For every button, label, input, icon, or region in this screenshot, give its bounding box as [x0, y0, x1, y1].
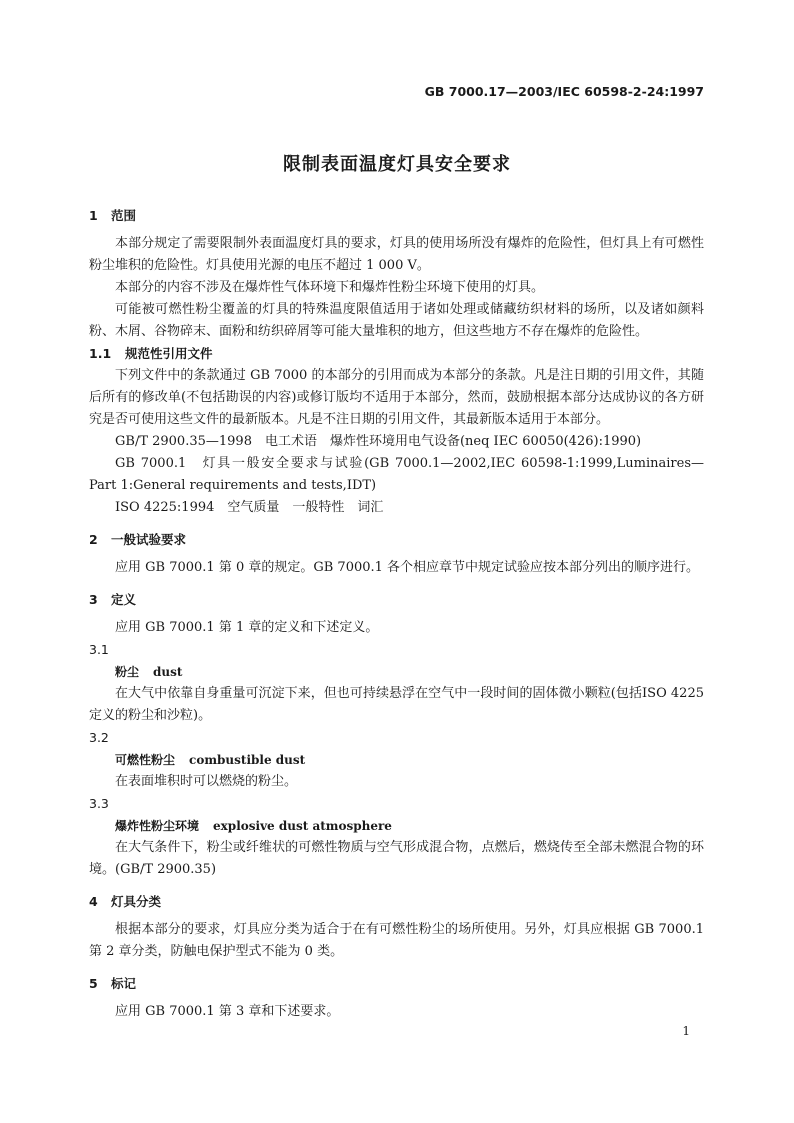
term-definition: 在表面堆积时可以燃烧的粉尘。 — [115, 774, 298, 789]
term-cn: 爆炸性粉尘环境 — [115, 819, 200, 833]
section-5-heading — [89, 973, 704, 995]
term-cn: 粉尘 — [115, 665, 140, 679]
reference-item: GB 7000.1 灯具一般安全要求与试验(GB 7000.1—2002,IEC 60598-1:1999,Luminaires—Part 1:General requirements and tests,IDT) — [89, 456, 704, 493]
section-title: 灯具分类 — [111, 894, 162, 909]
term-cn: 可燃性粉尘 — [115, 753, 176, 767]
term-definition: 在大气条件下，粉尘或纤维状的可燃性物质与空气形成混合物，点燃后，燃烧传至全部未燃混合物的环境。(GB/T 2900.35) — [89, 840, 704, 877]
standard-number: GB 7000.17—2003/IEC 60598-2-24:1997 — [424, 84, 704, 99]
term-entry — [89, 815, 704, 837]
section-3-heading — [89, 589, 704, 611]
section-2-heading — [89, 529, 704, 551]
term-en: combustible dust — [189, 753, 306, 767]
paragraph: 应用 GB 7000.1 第 0 章的规定。GB 7000.1 各个相应章节中规定试验应按本部分列出的顺序进行。 — [115, 560, 700, 575]
section-number: 1 — [89, 208, 98, 223]
term-en: dust — [153, 665, 183, 679]
section-title: 标记 — [111, 976, 137, 991]
reference-item: GB/T 2900.35—1998 电工术语 爆炸性环境用电气设备(neq IEC 60050(426):1990) — [115, 434, 642, 449]
document-title: 限制表面温度灯具安全要求 — [283, 154, 511, 175]
term-en: explosive dust atmosphere — [213, 819, 392, 833]
reference-item: ISO 4225:1994 空气质量 一般特性 词汇 — [115, 500, 384, 515]
section-4-heading — [89, 891, 704, 913]
term-number: 3.3 — [89, 796, 109, 811]
section-title: 范围 — [111, 208, 137, 223]
paragraph: 应用 GB 7000.1 第 1 章的定义和下述定义。 — [115, 620, 379, 635]
section-number: 3 — [89, 592, 98, 607]
section-1-heading — [89, 205, 704, 227]
paragraph: 本部分规定了需要限制外表面温度灯具的要求，灯具的使用场所没有爆炸的危险性，但灯具上有可燃性粉尘堆积的危险性。灯具使用光源的电压不超过 1 000 V。 — [89, 236, 704, 273]
section-title: 一般试验要求 — [111, 532, 187, 547]
paragraph: 应用 GB 7000.1 第 3 章和下述要求。 — [115, 1004, 340, 1019]
paragraph: 可能被可燃性粉尘覆盖的灯具的特殊温度限值适用于诸如处理或储藏纺织材料的场所，以及诸如颜料粉、木屑、谷物碎末、面粉和纺织碎屑等可能大量堆积的地方，但这些地方不存在爆炸的危险性。 — [89, 302, 704, 339]
section-title: 规范性引用文件 — [125, 346, 213, 361]
term-number: 3.2 — [89, 730, 109, 745]
paragraph: 本部分的内容不涉及在爆炸性气体环境下和爆炸性粉尘环境下使用的灯具。 — [115, 280, 545, 295]
term-number: 3.1 — [89, 642, 109, 657]
page-number: 1 — [682, 1024, 690, 1038]
section-number: 4 — [89, 894, 98, 909]
section-number: 2 — [89, 532, 98, 547]
term-entry — [89, 749, 704, 771]
section-1-1-heading — [89, 343, 704, 365]
section-title: 定义 — [111, 592, 137, 607]
paragraph: 下列文件中的条款通过 GB 7000 的本部分的引用而成为本部分的条款。凡是注日期的引用文件，其随后所有的修改单(不包括勘误的内容)或修订版均不适用于本部分，然而，鼓励根据本部分达成协议的各方研究是否可使用这些文件的最新版本。凡是不注日期的引用文件，其最新版本适用于本部分。 — [89, 368, 704, 427]
section-number: 5 — [89, 976, 98, 991]
document-body — [89, 205, 704, 1023]
section-number: 1.1 — [89, 346, 112, 361]
term-definition: 在大气中依靠自身重量可沉淀下来，但也可持续悬浮在空气中一段时间的固体微小颗粒(包括ISO 4225 定义的粉尘和沙粒)。 — [89, 686, 704, 723]
paragraph: 根据本部分的要求，灯具应分类为适合于在有可燃性粉尘的场所使用。另外，灯具应根据 GB 7000.1 第 2 章分类，防触电保护型式不能为 0 类。 — [89, 922, 704, 959]
term-entry — [89, 661, 704, 683]
